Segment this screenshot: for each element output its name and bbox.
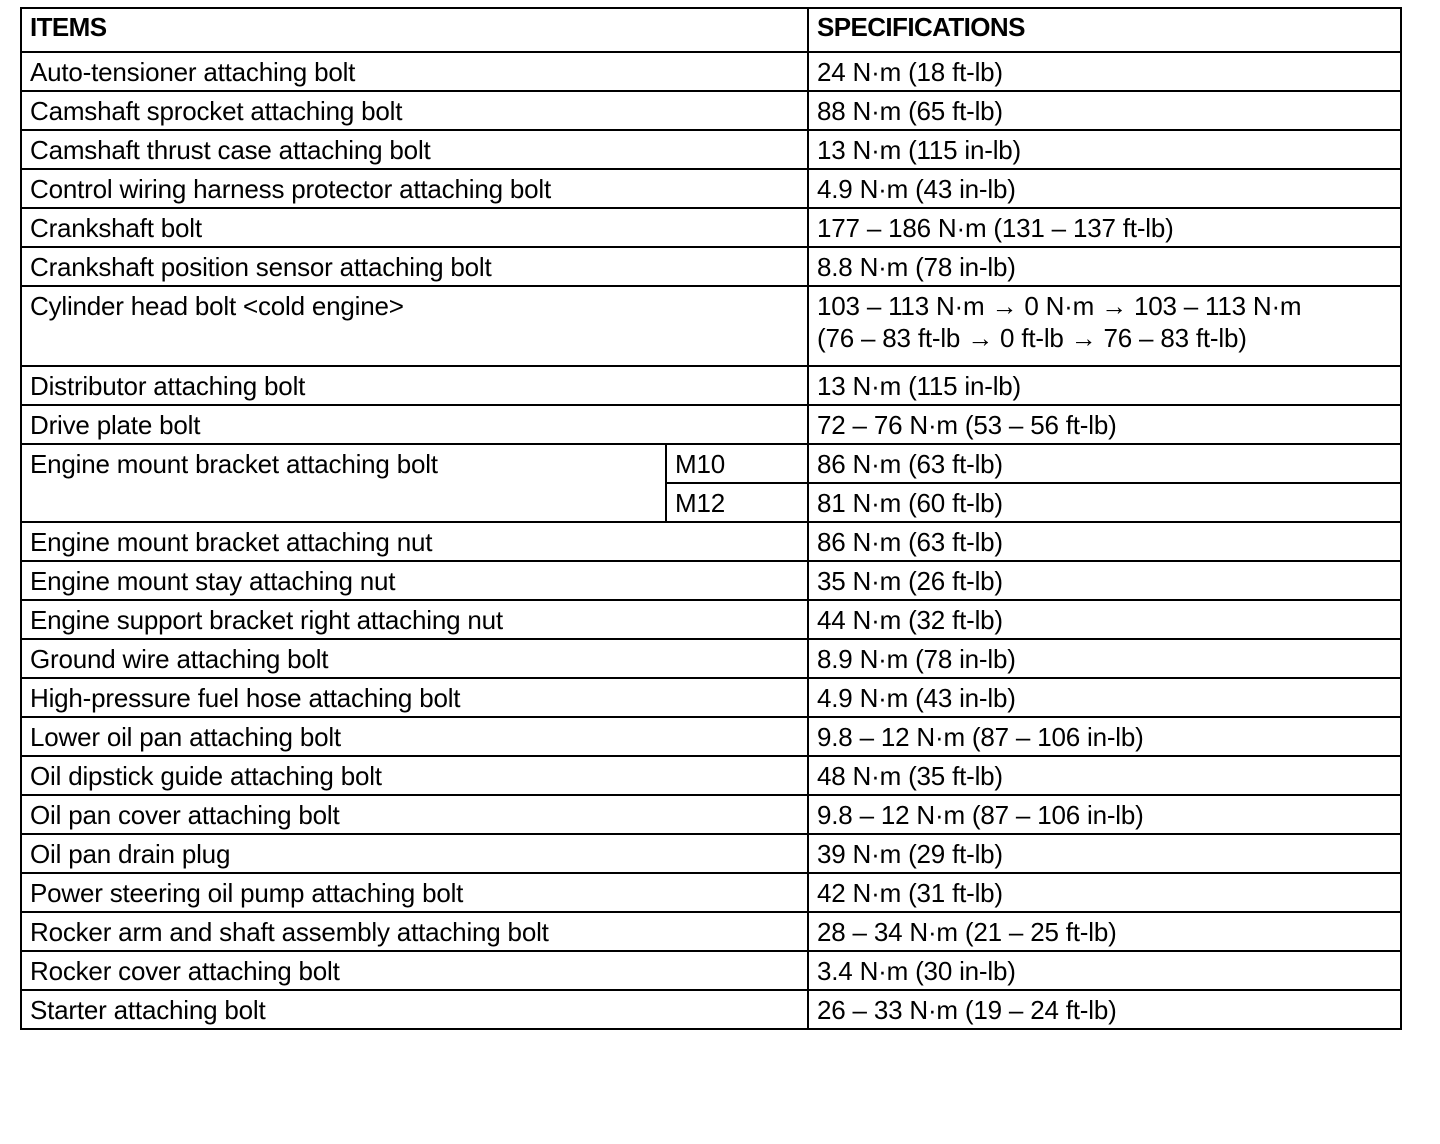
spec-cell: 42 N·m (31 ft-lb) — [808, 873, 1401, 912]
table-row — [21, 834, 1401, 873]
table-row — [21, 795, 1401, 834]
table-row — [21, 286, 1401, 366]
spec-line-metric: 103 – 113 N·m → 0 N·m → 103 – 113 N·m — [817, 291, 1302, 321]
spec-cell: 44 N·m (32 ft-lb) — [808, 600, 1401, 639]
item-cell: Oil dipstick guide attaching bolt — [21, 756, 808, 795]
table-row — [21, 990, 1401, 1029]
spec-cell: 72 – 76 N·m (53 – 56 ft-lb) — [808, 405, 1401, 444]
table-row — [21, 247, 1401, 286]
spec-cell: 8.9 N·m (78 in-lb) — [808, 639, 1401, 678]
item-cell: Rocker cover attaching bolt — [21, 951, 808, 990]
table-row — [21, 52, 1401, 91]
spec-cell: 4.9 N·m (43 in-lb) — [808, 169, 1401, 208]
spec-cell: 28 – 34 N·m (21 – 25 ft-lb) — [808, 912, 1401, 951]
table-row — [21, 912, 1401, 951]
spec-cell: 13 N·m (115 in-lb) — [808, 366, 1401, 405]
table-row — [21, 366, 1401, 405]
spec-cell: 177 – 186 N·m (131 – 137 ft-lb) — [808, 208, 1401, 247]
spec-cell: 8.8 N·m (78 in-lb) — [808, 247, 1401, 286]
item-cell: Camshaft sprocket attaching bolt — [21, 91, 808, 130]
size-cell: M10 — [666, 444, 808, 483]
specifications-column-header: SPECIFICATIONS — [808, 8, 1401, 52]
table-row — [21, 951, 1401, 990]
size-cell: M12 — [666, 483, 808, 522]
table-row — [21, 717, 1401, 756]
table-row — [21, 756, 1401, 795]
items-column-header: ITEMS — [21, 8, 808, 52]
spec-cell: 24 N·m (18 ft-lb) — [808, 52, 1401, 91]
spec-cell: 88 N·m (65 ft-lb) — [808, 91, 1401, 130]
item-cell: High-pressure fuel hose attaching bolt — [21, 678, 808, 717]
table-row — [21, 522, 1401, 561]
spec-cell: 86 N·m (63 ft-lb) — [808, 444, 1401, 483]
item-cell: Engine support bracket right attaching nut — [21, 600, 808, 639]
torque-specifications-table — [20, 7, 1402, 1030]
table-header-row — [21, 8, 1401, 52]
item-cell: Engine mount bracket attaching nut — [21, 522, 808, 561]
table-row — [21, 130, 1401, 169]
spec-cell: 9.8 – 12 N·m (87 – 106 in-lb) — [808, 717, 1401, 756]
item-cell: Oil pan drain plug — [21, 834, 808, 873]
table-row — [21, 678, 1401, 717]
item-cell: Engine mount bracket attaching bolt — [21, 444, 666, 522]
item-cell: Engine mount stay attaching nut — [21, 561, 808, 600]
item-cell: Crankshaft bolt — [21, 208, 808, 247]
item-cell: Distributor attaching bolt — [21, 366, 808, 405]
spec-cell: 86 N·m (63 ft-lb) — [808, 522, 1401, 561]
item-cell: Rocker arm and shaft assembly attaching bolt — [21, 912, 808, 951]
table-row — [21, 444, 1401, 483]
table-row — [21, 91, 1401, 130]
spec-cell: 35 N·m (26 ft-lb) — [808, 561, 1401, 600]
spec-cell — [808, 286, 1401, 366]
item-cell: Cylinder head bolt <cold engine> — [21, 286, 808, 366]
spec-cell: 13 N·m (115 in-lb) — [808, 130, 1401, 169]
item-cell: Oil pan cover attaching bolt — [21, 795, 808, 834]
table-row — [21, 169, 1401, 208]
spec-cell: 81 N·m (60 ft-lb) — [808, 483, 1401, 522]
item-cell: Power steering oil pump attaching bolt — [21, 873, 808, 912]
table-row — [21, 208, 1401, 247]
item-cell: Lower oil pan attaching bolt — [21, 717, 808, 756]
item-cell: Crankshaft position sensor attaching bolt — [21, 247, 808, 286]
item-cell: Auto-tensioner attaching bolt — [21, 52, 808, 91]
table-row — [21, 600, 1401, 639]
spec-cell: 48 N·m (35 ft-lb) — [808, 756, 1401, 795]
spec-cell: 4.9 N·m (43 in-lb) — [808, 678, 1401, 717]
spec-line-imperial: (76 – 83 ft-lb → 0 ft-lb → 76 – 83 ft-lb) — [817, 323, 1247, 353]
spec-cell: 9.8 – 12 N·m (87 – 106 in-lb) — [808, 795, 1401, 834]
item-cell: Control wiring harness protector attaching bolt — [21, 169, 808, 208]
table-row — [21, 639, 1401, 678]
item-cell: Camshaft thrust case attaching bolt — [21, 130, 808, 169]
table-row — [21, 873, 1401, 912]
spec-cell: 26 – 33 N·m (19 – 24 ft-lb) — [808, 990, 1401, 1029]
spec-cell: 3.4 N·m (30 in-lb) — [808, 951, 1401, 990]
item-cell: Drive plate bolt — [21, 405, 808, 444]
spec-cell: 39 N·m (29 ft-lb) — [808, 834, 1401, 873]
table-row — [21, 405, 1401, 444]
item-cell: Starter attaching bolt — [21, 990, 808, 1029]
table-row — [21, 561, 1401, 600]
item-cell: Ground wire attaching bolt — [21, 639, 808, 678]
